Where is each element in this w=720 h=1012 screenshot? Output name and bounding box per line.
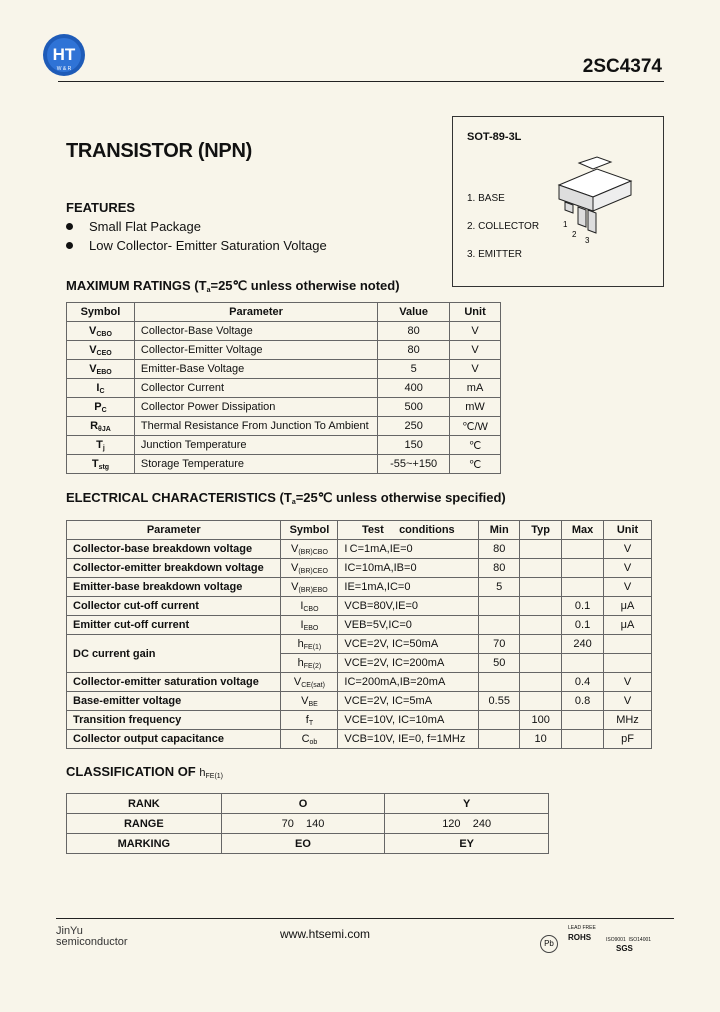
table-row (67, 398, 501, 417)
heading-text: MAXIMUM RATINGS (T (66, 278, 207, 293)
symbol-main: V (89, 343, 97, 356)
classification-table (66, 793, 549, 854)
col-header: Symbol (67, 303, 135, 322)
symbol-sub: BE (308, 700, 318, 708)
table-header-row (67, 303, 501, 322)
value-cell: 500 (378, 398, 450, 417)
max-cell (562, 730, 604, 749)
typ-cell: 10 (520, 730, 562, 749)
row-label-cell: RANK (67, 794, 222, 814)
certification-badges (540, 925, 670, 955)
symbol-sub: EBO (96, 368, 112, 376)
min-cell (479, 711, 520, 730)
typ-cell (520, 540, 562, 559)
value-cell: 5 (378, 360, 450, 379)
min-cell: 80 (479, 540, 520, 559)
typ-cell (520, 635, 562, 654)
symbol-main: I (300, 618, 304, 631)
logo-text: HT (52, 45, 76, 64)
symbol-sub: T (308, 719, 314, 727)
col-header: Unit (604, 521, 652, 540)
logo-subtext: W & R (56, 66, 72, 72)
symbol-cell (67, 322, 135, 341)
table-row (67, 635, 652, 654)
rohs-text: ROHS (568, 933, 592, 942)
rank-cell: O (221, 794, 385, 814)
parameter-cell: Junction Temperature (134, 436, 377, 455)
unit-cell: V (604, 578, 652, 597)
col-header: Max (562, 521, 604, 540)
symbol-sub: EBO (303, 624, 319, 632)
rank-cell: EY (385, 834, 549, 854)
unit-cell: V (604, 540, 652, 559)
symbol-main: V (291, 580, 299, 593)
symbol-sub: FE(2) (303, 662, 322, 670)
unit-cell: pF (604, 730, 652, 749)
website-link[interactable]: www.htsemi.com (280, 927, 371, 941)
parameter-cell: Transition frequency (67, 711, 281, 730)
unit-cell: mA (450, 379, 501, 398)
part-number: 2SC4374 (582, 56, 662, 77)
symbol-cell (67, 379, 135, 398)
table-header-row (67, 521, 652, 540)
unit-cell: ℃/W (450, 417, 501, 436)
company-name-line2: semiconductor (56, 936, 128, 948)
symbol-main: V (301, 694, 309, 707)
parameter-cell: Base-emitter voltage (67, 692, 281, 711)
min-cell (479, 730, 520, 749)
col-header: Symbol (281, 521, 338, 540)
condition-cell: VEB=5V,IC=0 (338, 616, 479, 635)
sot89-package-drawing (545, 155, 645, 245)
heading-text-tail: =25℃ unless otherwise specified) (295, 490, 506, 505)
symbol-cell (67, 417, 135, 436)
symbol-cell (281, 730, 338, 749)
symbol-main: V (293, 675, 302, 688)
heading-text: ELECTRICAL CHARACTERISTICS (T (66, 490, 292, 505)
unit-cell: μA (604, 616, 652, 635)
header-divider (58, 81, 664, 82)
min-cell (479, 673, 520, 692)
table-row (67, 673, 652, 692)
min-cell: 0.55 (479, 692, 520, 711)
unit-cell (604, 654, 652, 673)
max-cell (562, 540, 604, 559)
symbol-sub: (BR)EBO (298, 586, 328, 594)
unit-cell: V (604, 692, 652, 711)
pin-number-1: 1 (563, 220, 568, 229)
condition-cell: VCE=2V, IC=5mA (338, 692, 479, 711)
col-header: Test conditions (338, 521, 479, 540)
symbol-cell (281, 654, 338, 673)
pin-number-2: 2 (572, 230, 577, 239)
value-cell: 400 (378, 379, 450, 398)
typ-cell (520, 616, 562, 635)
symbol-sub: stg (98, 463, 110, 471)
col-header: Unit (450, 303, 501, 322)
table-row (67, 417, 501, 436)
electrical-heading (66, 490, 506, 506)
symbol-cell (67, 455, 135, 474)
bullet-icon (66, 242, 73, 249)
table-row (67, 616, 652, 635)
table-row (67, 540, 652, 559)
table-row (67, 692, 652, 711)
table-row (67, 322, 501, 341)
feature-item (66, 219, 201, 234)
unit-cell: μA (604, 597, 652, 616)
parameter-cell: Collector-Emitter Voltage (134, 341, 377, 360)
symbol-sub: j (102, 444, 105, 452)
condition-cell: VCB=80V,IE=0 (338, 597, 479, 616)
table-row (67, 794, 549, 814)
max-cell: 0.1 (562, 616, 604, 635)
max-cell: 240 (562, 635, 604, 654)
table-row (67, 578, 652, 597)
pin-2-label: 2. COLLECTOR (467, 221, 540, 232)
symbol-cell (281, 597, 338, 616)
symbol-sub: FE(1) (303, 643, 322, 651)
max-cell (562, 559, 604, 578)
symbol-main: h (297, 656, 304, 669)
table-row (67, 559, 652, 578)
col-header: Parameter (134, 303, 377, 322)
pin-3-label: 3. EMITTER (467, 249, 523, 260)
unit-cell: ℃ (450, 436, 501, 455)
features-heading: FEATURES (66, 200, 136, 215)
typ-cell (520, 559, 562, 578)
parameter-cell: Collector output capacitance (67, 730, 281, 749)
parameter-cell: Collector Power Dissipation (134, 398, 377, 417)
parameter-cell: Emitter-base breakdown voltage (67, 578, 281, 597)
symbol-main: C (301, 732, 310, 745)
symbol-cell (67, 341, 135, 360)
heading-sym: h (199, 767, 206, 779)
symbol-cell (281, 540, 338, 559)
typ-cell (520, 597, 562, 616)
symbol-main: V (88, 324, 97, 337)
parameter-cell: Collector-emitter saturation voltage (67, 673, 281, 692)
symbol-main: f (305, 713, 309, 726)
table-row (67, 379, 501, 398)
unit-cell: V (450, 322, 501, 341)
unit-cell: mW (450, 398, 501, 417)
symbol-cell (281, 711, 338, 730)
symbol-cell (67, 398, 135, 417)
symbol-main: R (90, 419, 99, 432)
max-cell: 0.1 (562, 597, 604, 616)
parameter-cell: Collector cut-off current (67, 597, 281, 616)
table-row (67, 730, 652, 749)
max-ratings-table (66, 302, 501, 474)
package-name: SOT-89-3L (467, 131, 522, 143)
heading-sub: a (291, 499, 296, 506)
condition-cell: VCE=2V, IC=50mA (338, 635, 479, 654)
symbol-cell (281, 673, 338, 692)
symbol-cell (281, 692, 338, 711)
condition-cell: I C=1mA,IE=0 (338, 540, 479, 559)
symbol-sub: CBO (303, 605, 319, 613)
col-header: Parameter (67, 521, 281, 540)
col-header: Value (378, 303, 450, 322)
symbol-sub: θJA (98, 425, 111, 433)
symbol-sub: CE(sat) (301, 681, 325, 689)
feature-text: Low Collector- Emitter Saturation Voltage (89, 238, 327, 253)
table-row (67, 360, 501, 379)
max-cell: 0.4 (562, 673, 604, 692)
heading-text-tail: =25℃ unless otherwise noted) (210, 278, 400, 293)
rank-cell: 70 140 (221, 814, 385, 834)
symbol-sub: CEO (96, 349, 112, 357)
symbol-sub: C (101, 406, 107, 414)
unit-cell: ℃ (450, 455, 501, 474)
max-cell (562, 578, 604, 597)
symbol-cell (281, 578, 338, 597)
min-cell: 50 (479, 654, 520, 673)
table-row (67, 341, 501, 360)
table-row (67, 436, 501, 455)
symbol-main: V (290, 542, 299, 555)
unit-cell: V (604, 559, 652, 578)
footer-divider (56, 918, 674, 919)
typ-cell: 100 (520, 711, 562, 730)
symbol-cell (67, 360, 135, 379)
feature-text: Small Flat Package (89, 219, 201, 234)
col-header: Typ (520, 521, 562, 540)
table-row (67, 834, 549, 854)
typ-cell (520, 654, 562, 673)
page-title: TRANSISTOR (NPN) (66, 140, 252, 162)
bullet-icon (66, 223, 73, 230)
company-name-line1: JinYu (56, 925, 83, 937)
value-cell: -55~+150 (378, 455, 450, 474)
max-cell (562, 711, 604, 730)
value-cell: 150 (378, 436, 450, 455)
feature-item (66, 238, 327, 253)
table-row (67, 814, 549, 834)
heading-text: CLASSIFICATION OF (66, 764, 196, 779)
parameter-cell: Collector-Base Voltage (134, 322, 377, 341)
symbol-main: V (290, 561, 299, 574)
unit-cell (604, 635, 652, 654)
classification-heading (66, 764, 223, 780)
min-cell: 70 (479, 635, 520, 654)
min-cell: 80 (479, 559, 520, 578)
rank-cell: Y (385, 794, 549, 814)
condition-cell: IC=10mA,IB=0 (338, 559, 479, 578)
symbol-cell (281, 616, 338, 635)
heading-sub: a (206, 287, 211, 294)
unit-cell: V (450, 360, 501, 379)
col-header: Min (479, 521, 520, 540)
condition-cell: IE=1mA,IC=0 (338, 578, 479, 597)
iso-text: ISO9001 ISO14001 (606, 937, 652, 943)
condition-cell: VCB=10V, IE=0, f=1MHz (338, 730, 479, 749)
symbol-cell (67, 436, 135, 455)
rank-cell: EO (221, 834, 385, 854)
symbol-main: P (94, 400, 102, 413)
company-logo (42, 33, 86, 77)
parameter-cell: Emitter cut-off current (67, 616, 281, 635)
symbol-cell (281, 559, 338, 578)
table-row (67, 455, 501, 474)
sgs-text: SGS (616, 944, 633, 953)
lead-free-text: LEAD FREE (568, 925, 596, 931)
symbol-cell (281, 635, 338, 654)
typ-cell (520, 692, 562, 711)
symbol-main: T (96, 438, 103, 451)
heading-sub: FE(1) (205, 773, 224, 780)
unit-cell: MHz (604, 711, 652, 730)
min-cell: 5 (479, 578, 520, 597)
symbol-sub: (BR)CBO (298, 548, 328, 556)
typ-cell (520, 673, 562, 692)
pin-number-3: 3 (585, 236, 590, 245)
row-label-cell: MARKING (67, 834, 222, 854)
max-ratings-heading (66, 278, 400, 294)
symbol-sub: C (99, 387, 105, 395)
parameter-cell: DC current gain (67, 635, 281, 673)
min-cell (479, 597, 520, 616)
electrical-table (66, 520, 652, 749)
value-cell: 250 (378, 417, 450, 436)
parameter-cell: Storage Temperature (134, 455, 377, 474)
symbol-main: h (297, 637, 304, 650)
table-row (67, 711, 652, 730)
parameter-cell: Collector Current (134, 379, 377, 398)
symbol-sub: CBO (96, 330, 112, 338)
symbol-main: V (89, 362, 97, 375)
pb-free-icon: Pb (540, 935, 558, 953)
symbol-main: I (300, 599, 304, 612)
condition-cell: IC=200mA,IB=20mA (338, 673, 479, 692)
value-cell: 80 (378, 322, 450, 341)
symbol-sub: (BR)CEO (298, 567, 328, 575)
symbol-main: I (96, 381, 100, 394)
parameter-cell: Emitter-Base Voltage (134, 360, 377, 379)
parameter-cell: Collector-base breakdown voltage (67, 540, 281, 559)
package-box (452, 116, 664, 287)
unit-cell: V (450, 341, 501, 360)
condition-cell: VCE=2V, IC=200mA (338, 654, 479, 673)
table-row (67, 597, 652, 616)
symbol-sub: ob (309, 738, 318, 746)
value-cell: 80 (378, 341, 450, 360)
max-cell: 0.8 (562, 692, 604, 711)
condition-cell: VCE=10V, IC=10mA (338, 711, 479, 730)
rank-cell: 120 240 (385, 814, 549, 834)
max-cell (562, 654, 604, 673)
symbol-main: T (91, 457, 99, 470)
unit-cell: V (604, 673, 652, 692)
parameter-cell: Collector-emitter breakdown voltage (67, 559, 281, 578)
parameter-cell: Thermal Resistance From Junction To Ambient (134, 417, 377, 436)
row-label-cell: RANGE (67, 814, 222, 834)
min-cell (479, 616, 520, 635)
pin-1-label: 1. BASE (467, 193, 505, 204)
typ-cell (520, 578, 562, 597)
